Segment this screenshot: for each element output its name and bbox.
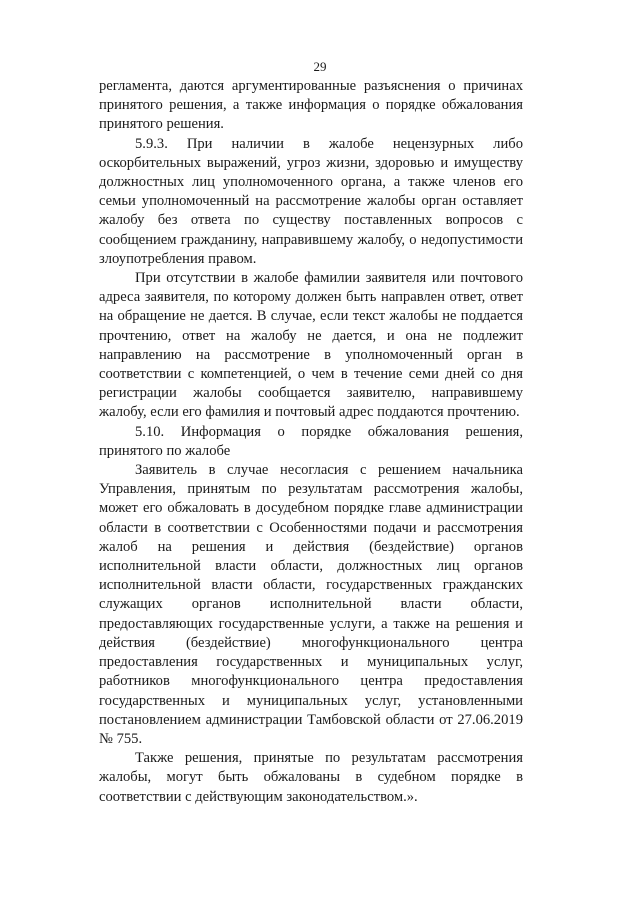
document-body (99, 77, 523, 807)
section-heading: 5.10. Информация о порядке обжалования решения, принятого по жалобе (99, 423, 523, 459)
paragraph: Также решения, принятые по результатам рассмотрения жалобы, могут быть обжалованы в судебном порядке в соответствии с действующим законодательством.». (99, 750, 523, 805)
page-number: 29 (313, 59, 327, 74)
paragraph: Заявитель в случае несогласия с решением начальника Управления, принятым по результатам рассмотрения жалобы, может его обжаловать в досудебном порядке главе администрации области в соответствии с Особенностями подачи и рассмотрения жалоб на решения и действия (бездействие) органов исполнительной власти области, должностных лиц органов исполнительной власти области, государственных гражданских служащих органов исполнительной власти области, предоставляющих государственные услуги, а также на решения и действия (бездействие) многофункционального центра предоставления государственных и муниципальных услуг, работников многофункционального центра предоставления государственных и муниципальных услуг, установленными постановлением администрации Тамбовской области от 27.06.2019 № 755. (99, 462, 523, 747)
paragraph: При отсутствии в жалобе фамилии заявителя или почтового адреса заявителя, по которому должен быть направлен ответ, ответ на обращение не дается. В случае, если текст жалобы не поддается прочтению, ответ на жалобу не дается, и она не подлежит направлению на рассмотрение в уполномоченный орган в соответствии с компетенцией, о чем в течение семи дней со дня регистрации жалобы сообщается заявителю, направившему жалобу, если его фамилия и почтовый адрес поддаются прочтению. (99, 270, 523, 421)
paragraph: 5.9.3. При наличии в жалобе нецензурных либо оскорбительных выражений, угроз жизни, здоровью и имуществу должностных лиц уполномоченного органа, а также членов его семьи уполномоченный на рассмотрение жалобы орган оставляет жалобу без ответа по существу поставленных вопросов с сообщением гражданину, направившему жалобу, о недопустимости злоупотребления правом. (99, 135, 523, 267)
paragraph: регламента, даются аргументированные разъяснения о причинах принятого решения, а также информация о порядке обжалования принятого решения. (99, 78, 523, 133)
